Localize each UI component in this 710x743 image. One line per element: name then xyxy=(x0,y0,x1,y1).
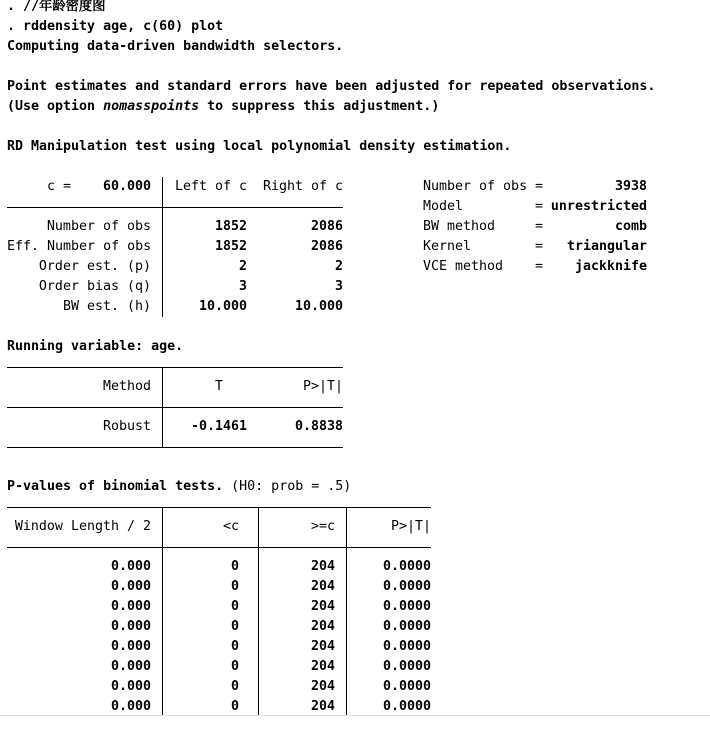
t-stat-value: -0.1461 xyxy=(190,419,247,434)
info-row xyxy=(423,177,647,197)
window-length-value: 0.000 xyxy=(110,679,151,694)
below-cutoff-count: 0 xyxy=(230,699,239,714)
right-value: 3 xyxy=(334,279,343,294)
below-cutoff-count: 0 xyxy=(230,639,239,654)
table-row xyxy=(7,297,343,317)
bandwidth-message: Computing data-driven bandwidth selectors. xyxy=(7,39,344,54)
info-value: triangular xyxy=(566,239,647,254)
row-label: Eff. Number of obs xyxy=(7,239,152,254)
above-cutoff-count: 204 xyxy=(310,599,335,614)
p-value: 0.0000 xyxy=(382,679,431,694)
table-row xyxy=(7,277,343,297)
method-header: Method xyxy=(102,379,151,394)
left-value: 3 xyxy=(238,279,247,294)
p-value: 0.0000 xyxy=(382,639,431,654)
above-cutoff-count: 204 xyxy=(310,559,335,574)
above-cutoff-count: 204 xyxy=(310,639,335,654)
running-variable-table xyxy=(7,367,343,448)
above-cutoff-header: >=c xyxy=(310,519,335,534)
row-label: Order bias (q) xyxy=(38,279,151,294)
table-row xyxy=(7,677,431,697)
window-length-value: 0.000 xyxy=(110,699,151,714)
above-cutoff-count: 204 xyxy=(310,659,335,674)
table-bottom-rule xyxy=(7,447,343,448)
info-equals: = xyxy=(535,239,544,254)
table-row xyxy=(7,557,431,577)
right-value: 2086 xyxy=(310,219,343,234)
hint-text-after: to suppress this adjustment.) xyxy=(199,99,440,114)
p-value: 0.0000 xyxy=(382,699,431,714)
info-value: comb xyxy=(614,219,647,234)
info-label: Number of obs xyxy=(423,179,528,194)
table-header-row xyxy=(7,517,431,537)
window-length-value: 0.000 xyxy=(110,599,151,614)
null-hypothesis-note: (H0: prob = .5) xyxy=(231,479,352,494)
table-row xyxy=(7,637,431,657)
table-top-rule xyxy=(7,367,343,368)
hint-text-before: (Use option xyxy=(7,99,104,114)
info-label: Model xyxy=(423,199,464,214)
above-cutoff-count: 204 xyxy=(310,679,335,694)
binomial-tests-table xyxy=(7,507,431,715)
window-length-header: Window Length / 2 xyxy=(14,519,151,534)
method-label: Robust xyxy=(102,419,151,434)
option-name: nomasspoints xyxy=(103,99,200,114)
table-row xyxy=(7,257,343,277)
below-cutoff-count: 0 xyxy=(230,619,239,634)
left-value: 1852 xyxy=(214,239,247,254)
right-of-cutoff-header: Right of c xyxy=(262,179,343,194)
info-row xyxy=(423,197,647,217)
info-row xyxy=(423,217,647,237)
table-top-rule xyxy=(7,507,431,508)
binomial-heading-text: P-values of binomial tests. xyxy=(7,479,224,494)
row-label: Order est. (p) xyxy=(38,259,151,274)
right-value: 10.000 xyxy=(294,299,343,314)
table-row xyxy=(7,617,431,637)
right-value: 2086 xyxy=(310,239,343,254)
above-cutoff-count: 204 xyxy=(310,699,335,714)
p-value-header: P>|T| xyxy=(302,379,343,394)
table-header-rule xyxy=(7,407,343,408)
left-value: 10.000 xyxy=(198,299,247,314)
table-row xyxy=(7,697,431,717)
info-row xyxy=(423,237,647,257)
below-cutoff-header: <c xyxy=(222,519,239,534)
window-length-value: 0.000 xyxy=(110,639,151,654)
left-of-cutoff-header: Left of c xyxy=(174,179,247,194)
window-length-value: 0.000 xyxy=(110,559,151,574)
info-row xyxy=(423,257,647,277)
adjustment-message: Point estimates and standard errors have been adjusted for repeated observations. xyxy=(7,79,656,94)
model-info-block xyxy=(423,177,647,277)
info-value: 3938 xyxy=(614,179,647,194)
table-row xyxy=(7,237,343,257)
window-length-value: 0.000 xyxy=(110,659,151,674)
binomial-tests-heading xyxy=(0,477,710,497)
left-value: 1852 xyxy=(214,219,247,234)
p-value: 0.8838 xyxy=(294,419,343,434)
table-row xyxy=(7,597,431,617)
row-label: BW est. (h) xyxy=(62,299,151,314)
info-equals: = xyxy=(535,259,544,274)
above-cutoff-count: 204 xyxy=(310,619,335,634)
above-cutoff-count: 204 xyxy=(310,579,335,594)
below-cutoff-count: 0 xyxy=(230,599,239,614)
table-header-row xyxy=(7,377,343,397)
info-value: unrestricted xyxy=(550,199,647,214)
rddensity-command-line: . rddensity age, c(60) plot xyxy=(7,19,224,34)
running-variable-heading: Running variable: age. xyxy=(7,339,184,354)
table-row xyxy=(7,217,343,237)
cutoff-label: c = xyxy=(47,179,72,194)
p-value: 0.0000 xyxy=(382,599,431,614)
window-length-value: 0.000 xyxy=(110,579,151,594)
table-row xyxy=(7,417,343,437)
below-cutoff-count: 0 xyxy=(230,679,239,694)
info-equals: = xyxy=(535,179,544,194)
info-label: VCE method xyxy=(423,259,504,274)
info-equals: = xyxy=(535,219,544,234)
summary-header-row xyxy=(7,177,343,197)
p-value: 0.0000 xyxy=(382,559,431,574)
results-pane-bottom-border xyxy=(0,715,710,716)
info-label: Kernel xyxy=(423,239,472,254)
left-value: 2 xyxy=(238,259,247,274)
p-value: 0.0000 xyxy=(382,659,431,674)
density-summary-table xyxy=(7,177,343,317)
p-value: 0.0000 xyxy=(382,579,431,594)
comment-command-line: . //年龄密度图 xyxy=(7,0,106,14)
p-value: 0.0000 xyxy=(382,619,431,634)
cutoff-value: 60.000 xyxy=(102,179,151,194)
table-header-rule xyxy=(7,207,343,208)
p-value-header: P>|T| xyxy=(390,519,431,534)
below-cutoff-count: 0 xyxy=(230,559,239,574)
below-cutoff-count: 0 xyxy=(230,579,239,594)
info-label: BW method xyxy=(423,219,496,234)
window-length-value: 0.000 xyxy=(110,619,151,634)
below-cutoff-count: 0 xyxy=(230,659,239,674)
t-stat-header: T xyxy=(215,379,224,394)
info-value: jackknife xyxy=(574,259,647,274)
test-title: RD Manipulation test using local polynomial density estimation. xyxy=(7,139,512,154)
nomasspoints-hint xyxy=(0,97,710,117)
table-row xyxy=(7,657,431,677)
row-label: Number of obs xyxy=(46,219,151,234)
right-value: 2 xyxy=(334,259,343,274)
info-equals: = xyxy=(535,199,544,214)
table-header-rule xyxy=(7,547,431,548)
table-row xyxy=(7,577,431,597)
